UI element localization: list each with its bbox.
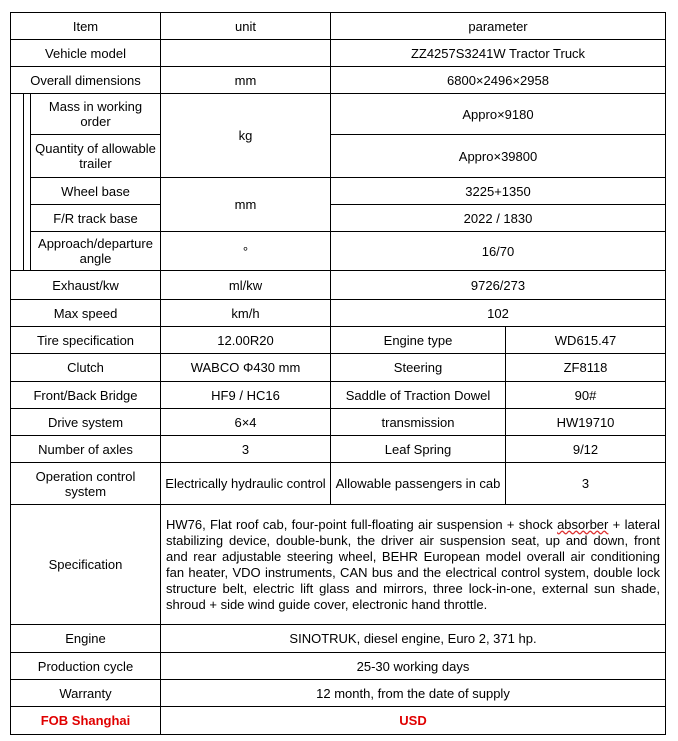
- drive-label: Drive system: [10, 408, 161, 436]
- header-item: Item: [10, 12, 161, 40]
- vehicle-model-value: ZZ4257S3241W Tractor Truck: [330, 39, 666, 67]
- steering-value: ZF8118: [505, 353, 666, 382]
- leaf-spring-value: 9/12: [505, 435, 666, 463]
- passengers-value: 3: [505, 462, 666, 505]
- production-label: Production cycle: [10, 652, 161, 680]
- approach-label: Approach/departure angle: [30, 231, 161, 271]
- transmission-label: transmission: [330, 408, 506, 436]
- max-speed-value: 102: [330, 299, 666, 327]
- vehicle-model-unit: [160, 39, 331, 67]
- specification-text: [160, 504, 666, 625]
- header-parameter: parameter: [330, 12, 666, 40]
- transmission-value: HW19710: [505, 408, 666, 436]
- exhaust-label: Exhaust/kw: [10, 270, 161, 300]
- engine-type-value: WD615.47: [505, 326, 666, 354]
- header-unit: unit: [160, 12, 331, 40]
- operation-value: Electrically hydraulic control: [160, 462, 331, 505]
- engine-type-label: Engine type: [330, 326, 506, 354]
- engine-value: SINOTRUK, diesel engine, Euro 2, 371 hp.: [160, 624, 666, 653]
- engine-label: Engine: [10, 624, 161, 653]
- saddle-label: Saddle of Traction Dowel: [330, 381, 506, 409]
- saddle-value: 90#: [505, 381, 666, 409]
- track-base-value: 2022 / 1830: [330, 204, 666, 232]
- trailer-value: Appro×39800: [330, 134, 666, 178]
- spec-text-a: HW76, Flat roof cab, four-point full-floating air suspension + shock: [166, 516, 558, 532]
- tire-label: Tire specification: [10, 326, 161, 354]
- clutch-label: Clutch: [10, 353, 161, 382]
- group-gutter-outer: [10, 93, 24, 271]
- exhaust-unit: ml/kw: [160, 270, 331, 300]
- fob-label: FOB Shanghai: [10, 706, 161, 735]
- approach-value: 16/70: [330, 231, 666, 271]
- trailer-label: Quantity of allowable trailer: [30, 134, 161, 178]
- production-value: 25-30 working days: [160, 652, 666, 680]
- drive-value: 6×4: [160, 408, 331, 436]
- mass-value: Appro×9180: [330, 93, 666, 135]
- overall-dimensions-value: 6800×2496×2958: [330, 66, 666, 94]
- operation-label: Operation control system: [10, 462, 161, 505]
- fob-value: USD: [160, 706, 666, 735]
- approach-unit: °: [160, 231, 331, 271]
- mass-label: Mass in working order: [30, 93, 161, 135]
- exhaust-value: 9726/273: [330, 270, 666, 300]
- clutch-value: WABCO Φ430 mm: [160, 353, 331, 382]
- overall-dimensions-label: Overall dimensions: [10, 66, 161, 94]
- warranty-label: Warranty: [10, 679, 161, 707]
- track-base-label: F/R track base: [30, 204, 161, 232]
- specification-label: Specification: [10, 504, 161, 625]
- axles-value: 3: [160, 435, 331, 463]
- warranty-value: 12 month, from the date of supply: [160, 679, 666, 707]
- spec-text-absorber: absorber: [557, 516, 609, 532]
- max-speed-unit: km/h: [160, 299, 331, 327]
- wheel-base-label: Wheel base: [30, 177, 161, 205]
- passengers-label: Allowable passengers in cab: [330, 462, 506, 505]
- specification-paragraph: [166, 517, 660, 613]
- axles-label: Number of axles: [10, 435, 161, 463]
- wheel-base-value: 3225+1350: [330, 177, 666, 205]
- mass-unit: kg: [160, 93, 331, 178]
- wheel-unit: mm: [160, 177, 331, 232]
- max-speed-label: Max speed: [10, 299, 161, 327]
- vehicle-model-label: Vehicle model: [10, 39, 161, 67]
- leaf-spring-label: Leaf Spring: [330, 435, 506, 463]
- spec-text-c: + lateral stabilizing device, double-bunk, the driver air suspension seat, up and down, front and rear adjustable steering wheel, BEHR European model overall air conditioning fan heater, VDO instruments, CAN bus and the electrical control system, double lock structure belt, electric lift glass and mirrors, three lock-in-one, external sun shade, shroud + side wind guide cover, electronic hand throttle.: [166, 516, 660, 612]
- overall-dimensions-unit: mm: [160, 66, 331, 94]
- steering-label: Steering: [330, 353, 506, 382]
- bridge-label: Front/Back Bridge: [10, 381, 161, 409]
- bridge-value: HF9 / HC16: [160, 381, 331, 409]
- tire-value: 12.00R20: [160, 326, 331, 354]
